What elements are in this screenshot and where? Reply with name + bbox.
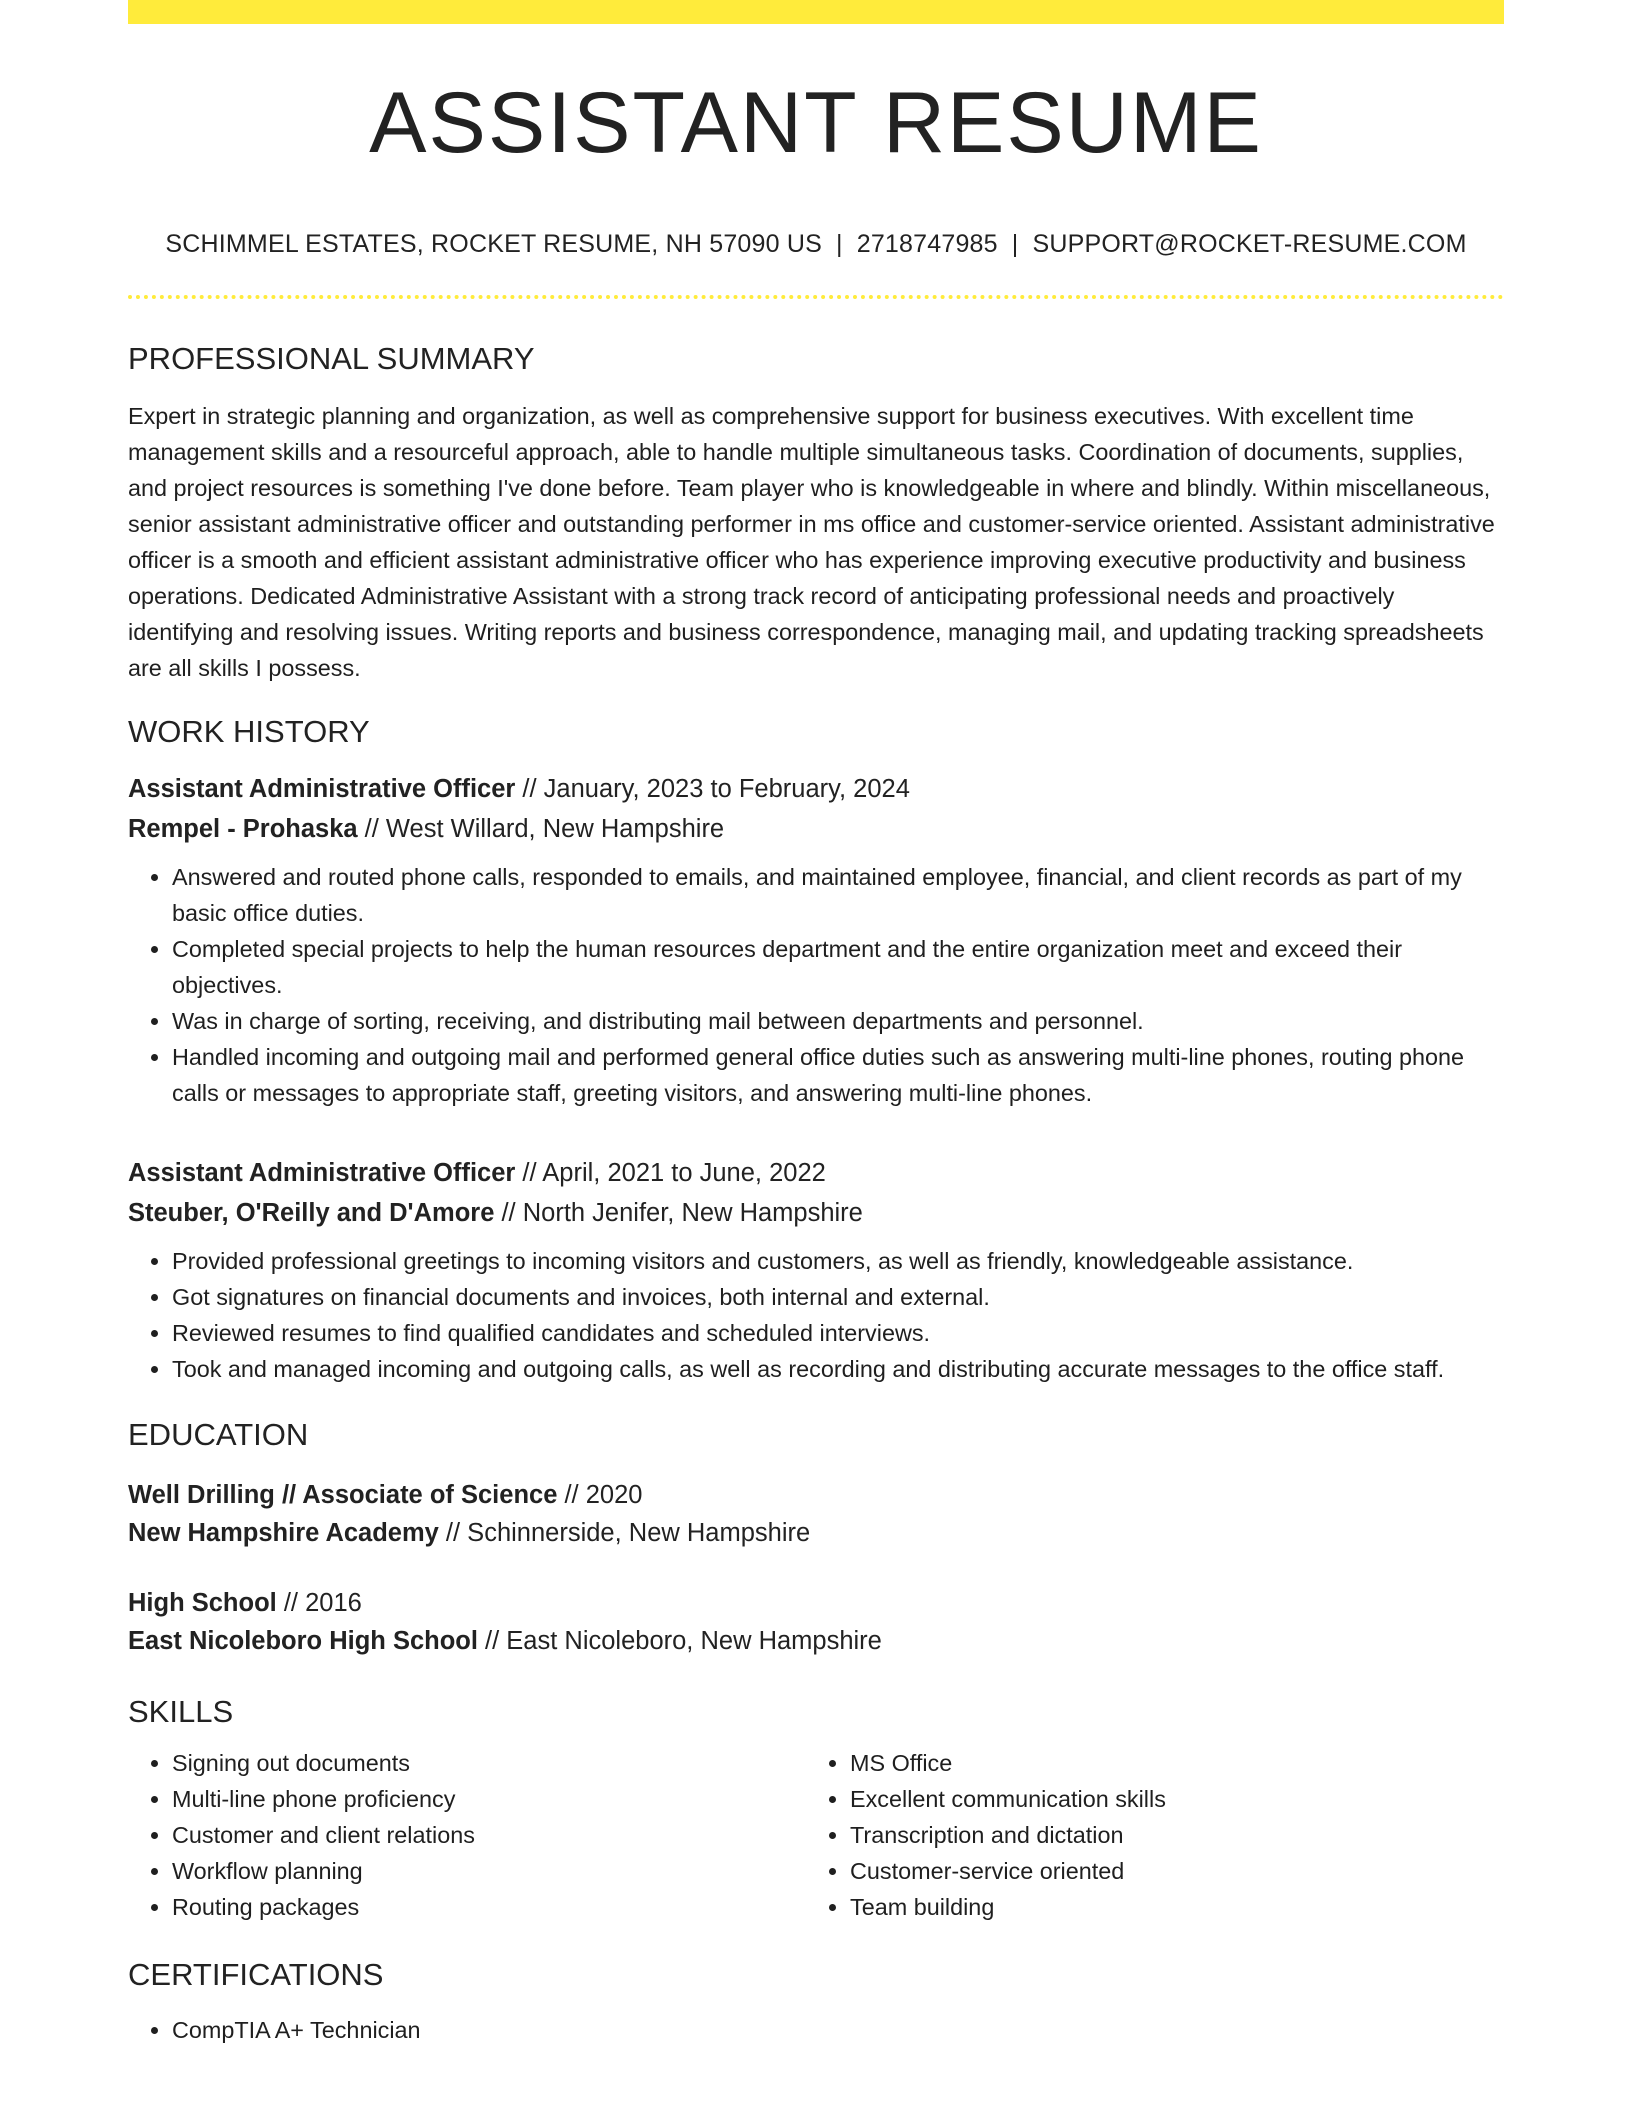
job-location: // North Jenifer, New Hampshire xyxy=(494,1199,863,1227)
contact-email: SUPPORT@ROCKET-RESUME.COM xyxy=(1032,230,1467,258)
contact-line xyxy=(128,232,1504,257)
education-school-line xyxy=(128,1514,1504,1552)
contact-phone: 2718747985 xyxy=(856,230,998,258)
resume-title: ASSISTANT RESUME xyxy=(369,75,1263,171)
job-title-line xyxy=(128,769,1504,809)
list-item: • Completed special projects to help the human resources department and the entire organization meet and exceed their objectives. xyxy=(172,931,1504,1003)
list-item: • Answered and routed phone calls, responded to emails, and maintained employee, financial, and client records as part of my basic office duties. xyxy=(172,859,1504,931)
education-heading: EDUCATION xyxy=(128,1417,309,1452)
job-bullets xyxy=(128,1243,1504,1387)
top-accent-bar xyxy=(128,0,1504,24)
education-school: East Nicoleboro High School xyxy=(128,1627,478,1655)
certifications-heading: CERTIFICATIONS xyxy=(128,1957,384,1992)
education-degree-line xyxy=(128,1584,1504,1622)
list-item: • Got signatures on financial documents and invoices, both internal and external. xyxy=(172,1279,1504,1315)
education-year: // 2016 xyxy=(276,1589,362,1617)
contact-separator: | xyxy=(836,230,843,258)
list-item: • Provided professional greetings to incoming visitors and customers, as well as friendly, knowledgeable assistance. xyxy=(172,1243,1504,1279)
skills-list-left xyxy=(128,1745,806,1925)
summary-text: Expert in strategic planning and organization, as well as comprehensive support for business executives. With excellent time management skills and a resourceful approach, able to handle multiple simultaneous tasks. Coordination of documents, supplies, and project resources is something I've done before. Team player who is knowledgeable in where and blindly. Within miscellaneous, senior assistant administrative officer and outstanding performer in ms office and customer-service oriented. Assistant administrative officer is a smooth and efficient assistant administrative officer who has experience improving executive productivity and business operations. Dedicated Administrative Assistant with a strong track record of anticipating professional needs and proactively identifying and resolving issues. Writing reports and business correspondence, managing mail, and updating tracking spreadsheets are all skills I possess. xyxy=(128,403,1495,681)
education-school-line xyxy=(128,1622,1504,1660)
job-dates: // January, 2023 to February, 2024 xyxy=(515,775,910,803)
list-item: • Team building xyxy=(850,1889,1484,1925)
job-company: Steuber, O'Reilly and D'Amore xyxy=(128,1199,495,1227)
work-history-heading: WORK HISTORY xyxy=(128,714,370,749)
job-company-line xyxy=(128,1193,1504,1233)
list-item: • Transcription and dictation xyxy=(850,1817,1484,1853)
skills-heading: SKILLS xyxy=(128,1694,234,1729)
education-degree-line xyxy=(128,1476,1504,1514)
education-school: New Hampshire Academy xyxy=(128,1519,439,1547)
certifications-list xyxy=(128,2012,1504,2048)
list-item: • MS Office xyxy=(850,1745,1484,1781)
list-item: • Reviewed resumes to find qualified candidates and scheduled interviews. xyxy=(172,1315,1504,1351)
list-item: • Handled incoming and outgoing mail and performed general office duties such as answering multi-line phones, routing phone calls or messages to appropriate staff, greeting visitors, and answering multi-line phones. xyxy=(172,1039,1504,1111)
contact-separator: | xyxy=(1011,230,1019,258)
dotted-divider xyxy=(128,295,1504,299)
education-degree: High School xyxy=(128,1589,277,1617)
job-title-line xyxy=(128,1153,1504,1193)
job-role: Assistant Administrative Officer xyxy=(128,1159,516,1187)
job-company: Rempel - Prohaska xyxy=(128,815,358,843)
education-entry xyxy=(128,1476,1504,1552)
job-entry xyxy=(128,769,1504,1111)
education-location: // Schinnerside, New Hampshire xyxy=(438,1519,811,1547)
education-degree: Well Drilling // Associate of Science xyxy=(128,1481,558,1509)
list-item: • Multi-line phone proficiency xyxy=(172,1781,806,1817)
skills-list-right xyxy=(806,1745,1484,1925)
list-item: • Routing packages xyxy=(172,1889,806,1925)
list-item: • Signing out documents xyxy=(172,1745,806,1781)
summary-heading: PROFESSIONAL SUMMARY xyxy=(128,341,535,376)
job-bullets xyxy=(128,859,1504,1111)
education-entry xyxy=(128,1584,1504,1660)
job-location: // West Willard, New Hampshire xyxy=(357,815,725,843)
list-item: • CompTIA A+ Technician xyxy=(172,2012,1504,2048)
skills-columns xyxy=(128,1745,1504,1925)
list-item: • Customer and client relations xyxy=(172,1817,806,1853)
list-item: • Workflow planning xyxy=(172,1853,806,1889)
list-item: • Customer-service oriented xyxy=(850,1853,1484,1889)
contact-address: SCHIMMEL ESTATES, ROCKET RESUME, NH 57090 US xyxy=(165,230,823,258)
education-year: // 2020 xyxy=(557,1481,643,1509)
job-entry xyxy=(128,1153,1504,1387)
list-item: • Excellent communication skills xyxy=(850,1781,1484,1817)
job-dates: // April, 2021 to June, 2022 xyxy=(515,1159,826,1187)
resume-page xyxy=(128,0,1504,2048)
job-role: Assistant Administrative Officer xyxy=(128,775,516,803)
list-item: • Took and managed incoming and outgoing calls, as well as recording and distributing accurate messages to the office staff. xyxy=(172,1351,1504,1387)
job-company-line xyxy=(128,809,1504,849)
education-location: // East Nicoleboro, New Hampshire xyxy=(477,1627,882,1655)
list-item: • Was in charge of sorting, receiving, and distributing mail between departments and personnel. xyxy=(172,1003,1504,1039)
